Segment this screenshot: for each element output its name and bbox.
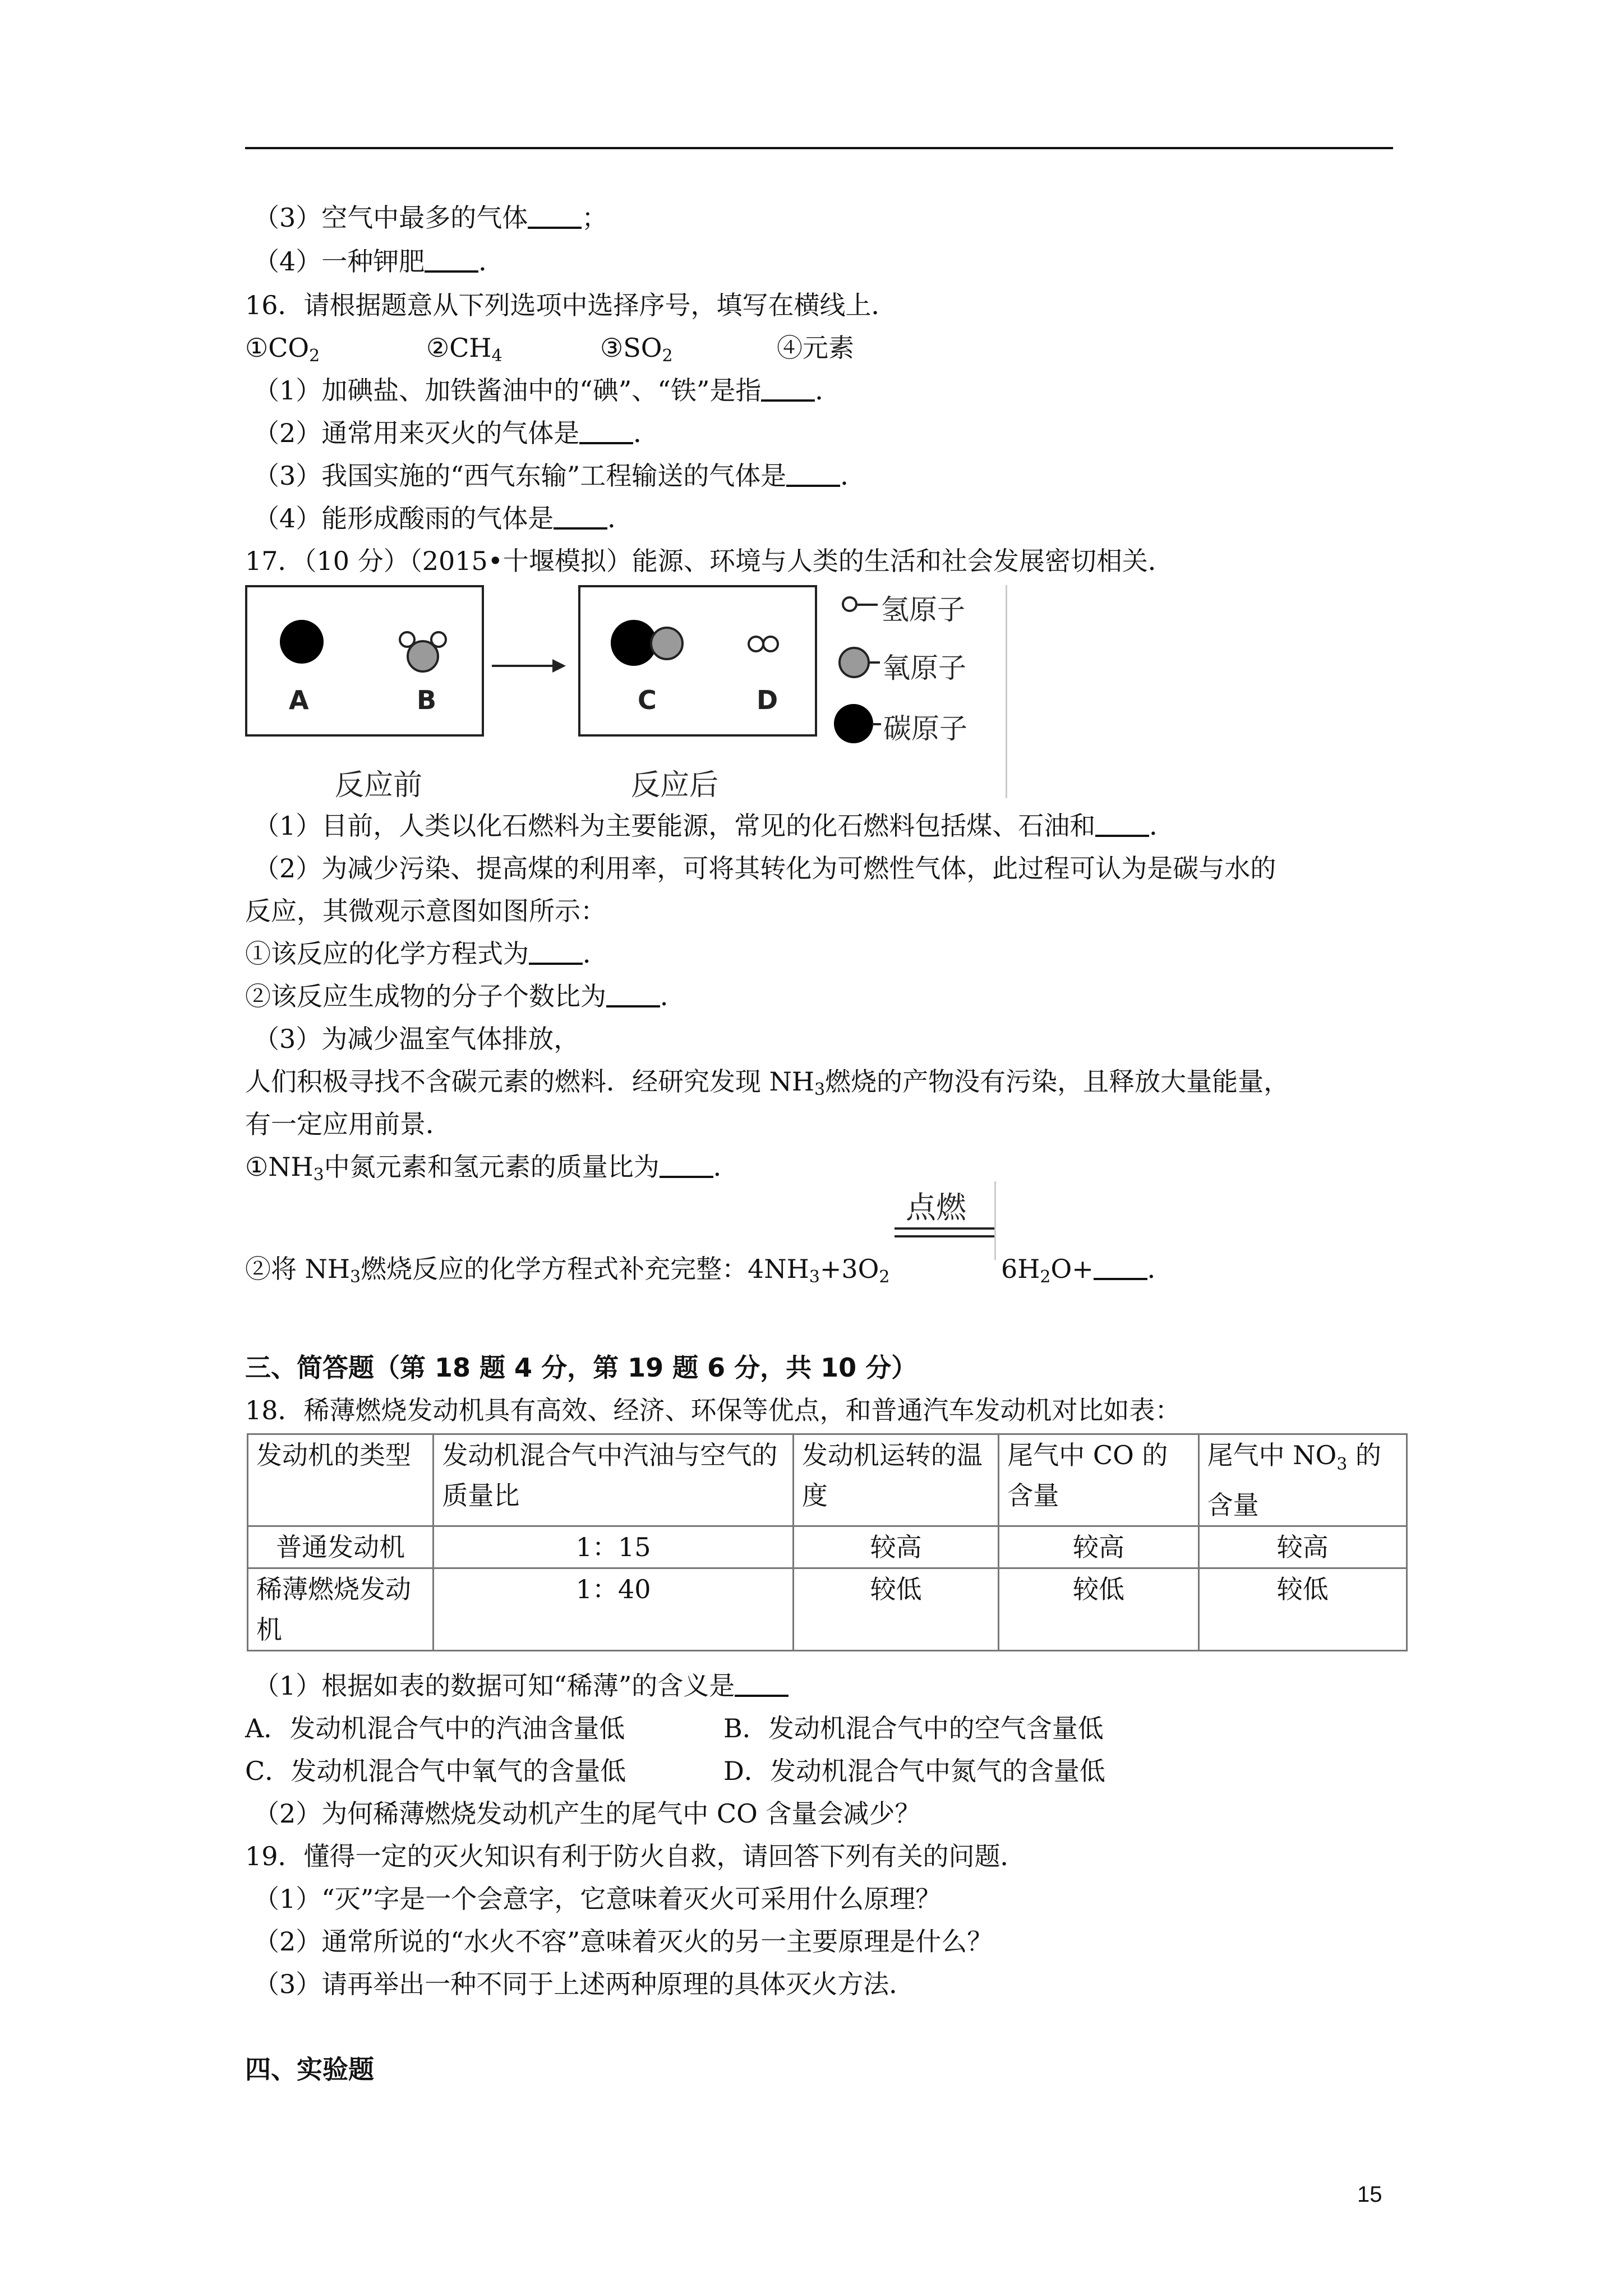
reaction-micro-diagram bbox=[245, 585, 1008, 804]
table-row bbox=[248, 1568, 1407, 1651]
engine-comparison-table bbox=[247, 1433, 1408, 1651]
answer-blank[interactable] bbox=[554, 503, 607, 530]
q19-sub2: （2）通常所说的“水火不容”意味着灭火的另一主要原理是什么？ bbox=[253, 1926, 993, 1957]
header-rule bbox=[245, 147, 1393, 149]
answer-blank[interactable] bbox=[761, 375, 815, 402]
q17-sub2-a: ①该反应的化学方程式为 ． bbox=[245, 938, 608, 969]
table-cell: 较高 bbox=[1198, 1526, 1407, 1568]
legend-line bbox=[872, 723, 881, 725]
answer-blank[interactable] bbox=[786, 460, 840, 487]
reaction-arrow bbox=[492, 665, 554, 667]
q17-sub3-a: $①NH_3$中氮元素和氢元素的质量比为 ． bbox=[245, 1152, 739, 1185]
q17-sub3-line3: 有一定应用前景． bbox=[245, 1109, 451, 1139]
caption-after: 反应后 bbox=[631, 769, 719, 802]
oxygen-atom-c bbox=[650, 627, 684, 660]
q18-sub1: （1）根据如表的数据可知“稀薄”的含义是 bbox=[253, 1669, 789, 1703]
legend-carbon-icon bbox=[834, 704, 873, 743]
section-4-heading: 四、实验题 bbox=[245, 2054, 374, 2085]
page-number: 15 bbox=[1357, 2182, 1382, 2207]
table-cell: 1：15 bbox=[434, 1526, 794, 1568]
table-cell: 1：40 bbox=[434, 1568, 794, 1651]
q17-sub1: （1）目前，人类以化石燃料为主要能源，常见的化石燃料包括煤、石油和 ． bbox=[253, 811, 1175, 841]
q17-sub3-line1: （3）为减少温室气体排放， bbox=[253, 1024, 580, 1054]
q18-option-b: B．发动机混合气中的空气含量低 bbox=[723, 1713, 1104, 1743]
table-header-cell: 发动机混合气中汽油与空气的质量比 bbox=[434, 1434, 794, 1526]
legend-oxygen-label: 氧原子 bbox=[882, 652, 966, 684]
label-a: A bbox=[289, 685, 309, 715]
q16-sub1: （1）加碘盐、加铁酱油中的“碘”、“铁”是指 ． bbox=[253, 375, 841, 406]
q18-stem: 18．稀薄燃烧发动机具有高效、经济、环保等优点，和普通汽车发动机对比如表： bbox=[245, 1395, 1181, 1425]
equals-line-top bbox=[895, 1227, 995, 1230]
q15-line3: （3）空气中最多的气体 ； bbox=[253, 203, 608, 233]
answer-blank[interactable] bbox=[660, 1151, 713, 1178]
legend-oxygen-icon bbox=[838, 647, 870, 678]
products-box bbox=[578, 585, 817, 737]
q15-line4: （4）一种钾肥 ． bbox=[253, 246, 505, 277]
q16-sub4: （4）能形成酸雨的气体是 ． bbox=[253, 503, 634, 533]
image-edge bbox=[994, 1181, 996, 1260]
answer-blank[interactable] bbox=[1094, 1253, 1147, 1280]
reactants-box bbox=[245, 585, 484, 737]
table-header-cell: 发动机的类型 bbox=[248, 1434, 434, 1526]
q19-sub3: （3）请再举出一种不同于上述两种原理的具体灭火方法． bbox=[253, 1969, 915, 1999]
q16-stem: 16．请根据题意从下列选项中选择序号，填写在横线上． bbox=[245, 290, 897, 320]
q17-sub3-line2: 人们积极寻找不含碳元素的燃料．经研究发现 $NH_3$燃烧的产物没有污染，且释放大量能量， bbox=[245, 1066, 1290, 1099]
legend-hydrogen-icon bbox=[842, 596, 857, 612]
table-row bbox=[248, 1526, 1407, 1568]
table-header-cell: 尾气中 $NO_3$ 的含量 bbox=[1198, 1434, 1407, 1526]
table-cell: 较低 bbox=[1198, 1568, 1407, 1651]
q16-sub2: （2）通常用来灭火的气体是 ． bbox=[253, 418, 660, 448]
legend-line bbox=[857, 604, 878, 606]
legend-carbon-label: 碳原子 bbox=[883, 712, 967, 745]
answer-blank[interactable] bbox=[528, 202, 582, 229]
q16-option-1: $①CO_2$ bbox=[245, 333, 320, 366]
label-c: C bbox=[638, 685, 657, 715]
answer-blank[interactable] bbox=[735, 1670, 789, 1697]
table-cell: 较高 bbox=[999, 1526, 1198, 1568]
condition-label: 点燃 bbox=[906, 1190, 966, 1225]
table-header-cell: 发动机运转的温度 bbox=[793, 1434, 998, 1526]
answer-blank[interactable] bbox=[529, 938, 583, 965]
label-b: B bbox=[417, 685, 437, 715]
table-cell: 较低 bbox=[793, 1568, 998, 1651]
q17-sub2-line2: 反应，其微观示意图如图所示： bbox=[245, 896, 606, 926]
q17-stem: 17．（10 分）（2015•十堰模拟）能源、环境与人类的生活和社会发展密切相关． bbox=[245, 546, 1174, 576]
answer-blank[interactable] bbox=[1095, 810, 1149, 837]
q19-stem: 19．懂得一定的灭火知识有利于防火自救，请回答下列有关的问题． bbox=[245, 1841, 1026, 1871]
table-cell: 较高 bbox=[793, 1526, 998, 1568]
q18-option-d: D．发动机混合气中氮气的含量低 bbox=[723, 1756, 1105, 1786]
section-3-heading: 三、简答题（第 18 题 4 分，第 19 题 6 分，共 10 分） bbox=[245, 1352, 917, 1383]
table-cell: 稀薄燃烧发动机 bbox=[248, 1568, 434, 1651]
caption-before: 反应前 bbox=[335, 769, 423, 802]
label-d: D bbox=[757, 685, 778, 715]
table-header-row bbox=[248, 1434, 1407, 1526]
q17-sub2-line1: （2）为减少污染、提高煤的利用率，可将其转化为可燃性气体，此过程可认为是碳与水的 bbox=[253, 853, 1276, 884]
q16-sub3: （3）我国实施的“西气东输”工程输送的气体是 ． bbox=[253, 461, 866, 491]
q19-sub1: （1）“灭”字是一个会意字，它意味着灭火可采用什么原理？ bbox=[253, 1884, 942, 1914]
reaction-condition-box bbox=[895, 1181, 1001, 1260]
answer-blank[interactable] bbox=[579, 417, 633, 444]
q18-option-a: A．发动机混合气中的汽油含量低 bbox=[245, 1713, 625, 1743]
q17-sub3-b-rhs: $6H_2O+$ ． bbox=[1001, 1254, 1173, 1287]
equals-line-bottom bbox=[895, 1235, 995, 1237]
hydrogen-atom-d bbox=[762, 636, 779, 652]
table-cell: 较低 bbox=[999, 1568, 1198, 1651]
answer-blank[interactable] bbox=[425, 246, 478, 273]
arrow-head-icon bbox=[552, 659, 566, 673]
q17-sub2-b: ②该反应生成物的分子个数比为 ． bbox=[245, 981, 686, 1011]
q17-sub3-b: ②将 $NH_3$燃烧反应的化学方程式补充完整：$4NH_3+3O_2$ bbox=[245, 1254, 890, 1287]
q16-option-2: $②CH_4$ bbox=[426, 333, 502, 366]
legend-line bbox=[869, 661, 880, 664]
carbon-atom-a bbox=[280, 620, 324, 664]
q16-option-3: $③SO_2$ bbox=[600, 333, 673, 366]
answer-blank[interactable] bbox=[606, 981, 660, 1007]
image-edge bbox=[1006, 585, 1007, 798]
table-header-cell: 尾气中 CO 的含量 bbox=[999, 1434, 1198, 1526]
oxygen-atom bbox=[407, 640, 439, 673]
q16-option-4: ④元素 bbox=[777, 333, 854, 363]
legend-hydrogen-label: 氢原子 bbox=[881, 593, 965, 626]
table-cell: 普通发动机 bbox=[248, 1526, 434, 1568]
q18-option-c: C．发动机混合气中氧气的含量低 bbox=[245, 1756, 626, 1786]
q18-sub2: （2）为何稀薄燃烧发动机产生的尾气中 CO 含量会减少？ bbox=[253, 1798, 921, 1829]
